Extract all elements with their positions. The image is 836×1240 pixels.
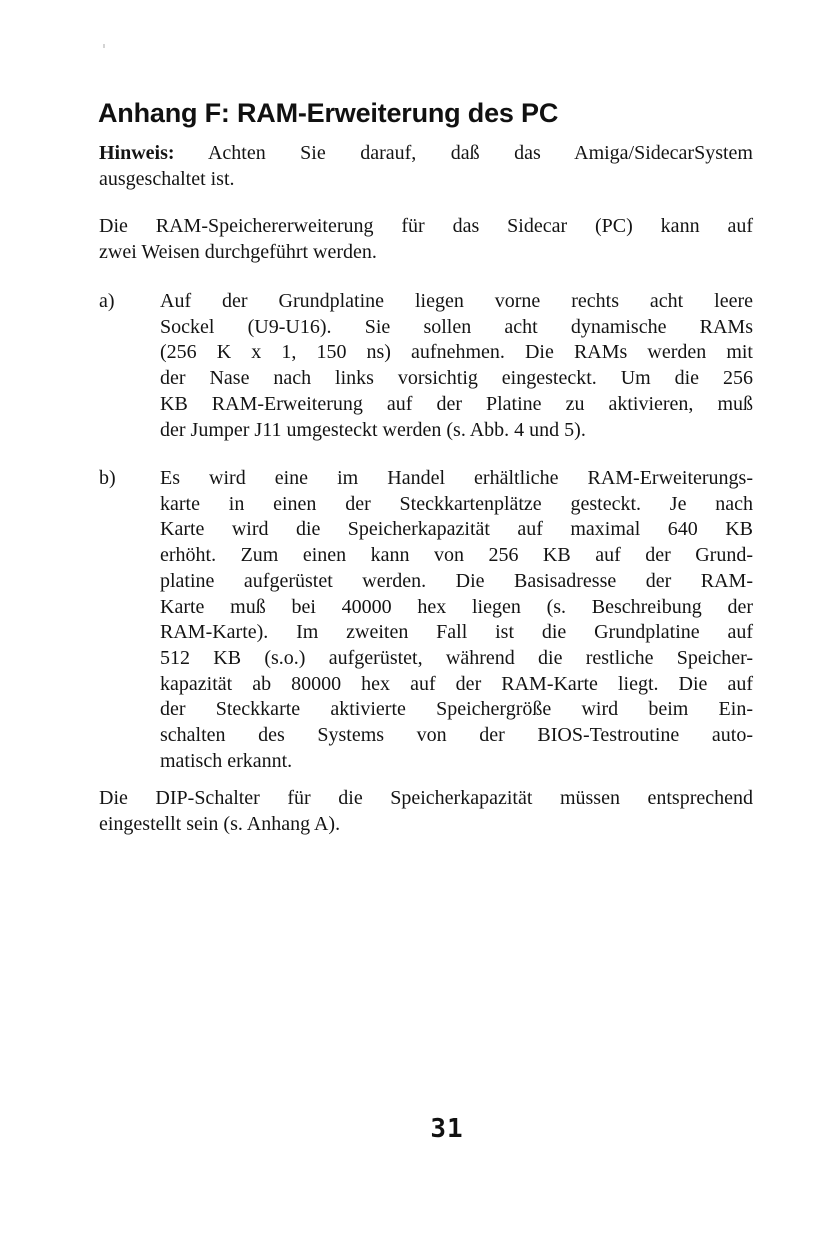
text-line: Karte wird die Speicherkapazität auf maximal 640 KB [160, 518, 753, 541]
text-line: Es wird eine im Handel erhältliche RAM-Erweiterungs- [160, 467, 753, 489]
text-line: Auf der Grundplatine liegen vorne rechts acht leere [160, 290, 753, 312]
list-marker-a: a) [99, 290, 115, 312]
text-line: kapazität ab 80000 hex auf der RAM-Karte liegt. Die auf [160, 672, 753, 695]
scan-speck [103, 44, 105, 48]
text-line: Die RAM-Speichererweiterung für das Sidecar (PC) kann auf [99, 215, 753, 237]
intro-paragraph [99, 214, 753, 265]
text-line: KB RAM-Erweiterung auf der Platine zu aktivieren, muß [160, 392, 753, 415]
list-marker-b: b) [99, 467, 116, 489]
list-item-b [99, 466, 753, 774]
text-line: RAM-Karte). Im zweiten Fall ist die Grundplatine auf [160, 621, 753, 644]
text-line: der Steckkarte aktivierte Speichergröße wird beim Ein- [160, 698, 753, 721]
text-line: karte in einen der Steckkartenplätze gesteckt. Je nach [160, 492, 753, 515]
text-line: (256 K x 1, 150 ns) aufnehmen. Die RAMs werden mit [160, 341, 753, 364]
text-line: der Jumper J11 umgesteckt werden (s. Abb. 4 und 5). [160, 418, 586, 441]
text-line: der Nase nach links vorsichtig eingesteckt. Um die 256 [160, 367, 753, 390]
text-line: ausgeschaltet ist. [99, 167, 235, 190]
text-line: matisch erkannt. [160, 749, 293, 772]
text-line: Sockel (U9-U16). Sie sollen acht dynamische RAMs [160, 315, 753, 338]
note-text: Achten Sie darauf, daß das Amiga/SidecarSystem [207, 142, 753, 164]
text-line: Die DIP-Schalter für die Speicherkapazität müssen entsprechend [99, 787, 753, 809]
note-paragraph [99, 141, 753, 192]
text-line: 512 KB (s.o.) aufgerüstet, während die restliche Speicher- [160, 646, 753, 669]
text-line: Karte muß bei 40000 hex liegen (s. Beschreibung der [160, 595, 753, 618]
list-item-a [99, 289, 753, 443]
text-line: eingestellt sein (s. Anhang A). [99, 812, 341, 835]
text-line: zwei Weisen durchgeführt werden. [99, 240, 377, 263]
page-number: 31 [430, 1114, 464, 1144]
list-text-a [160, 289, 753, 443]
page-title: Anhang F: RAM-Erweiterung des PC [98, 98, 559, 129]
note-label: Hinweis: [99, 142, 175, 164]
outro-paragraph [99, 786, 753, 837]
text-line: schalten des Systems von der BIOS-Testroutine auto- [160, 724, 753, 747]
list-text-b [160, 466, 753, 774]
text-line [99, 141, 753, 167]
text-line: erhöht. Zum einen kann von 256 KB auf der Grund- [160, 544, 753, 567]
text-line: platine aufgerüstet werden. Die Basisadresse der RAM- [160, 569, 753, 592]
